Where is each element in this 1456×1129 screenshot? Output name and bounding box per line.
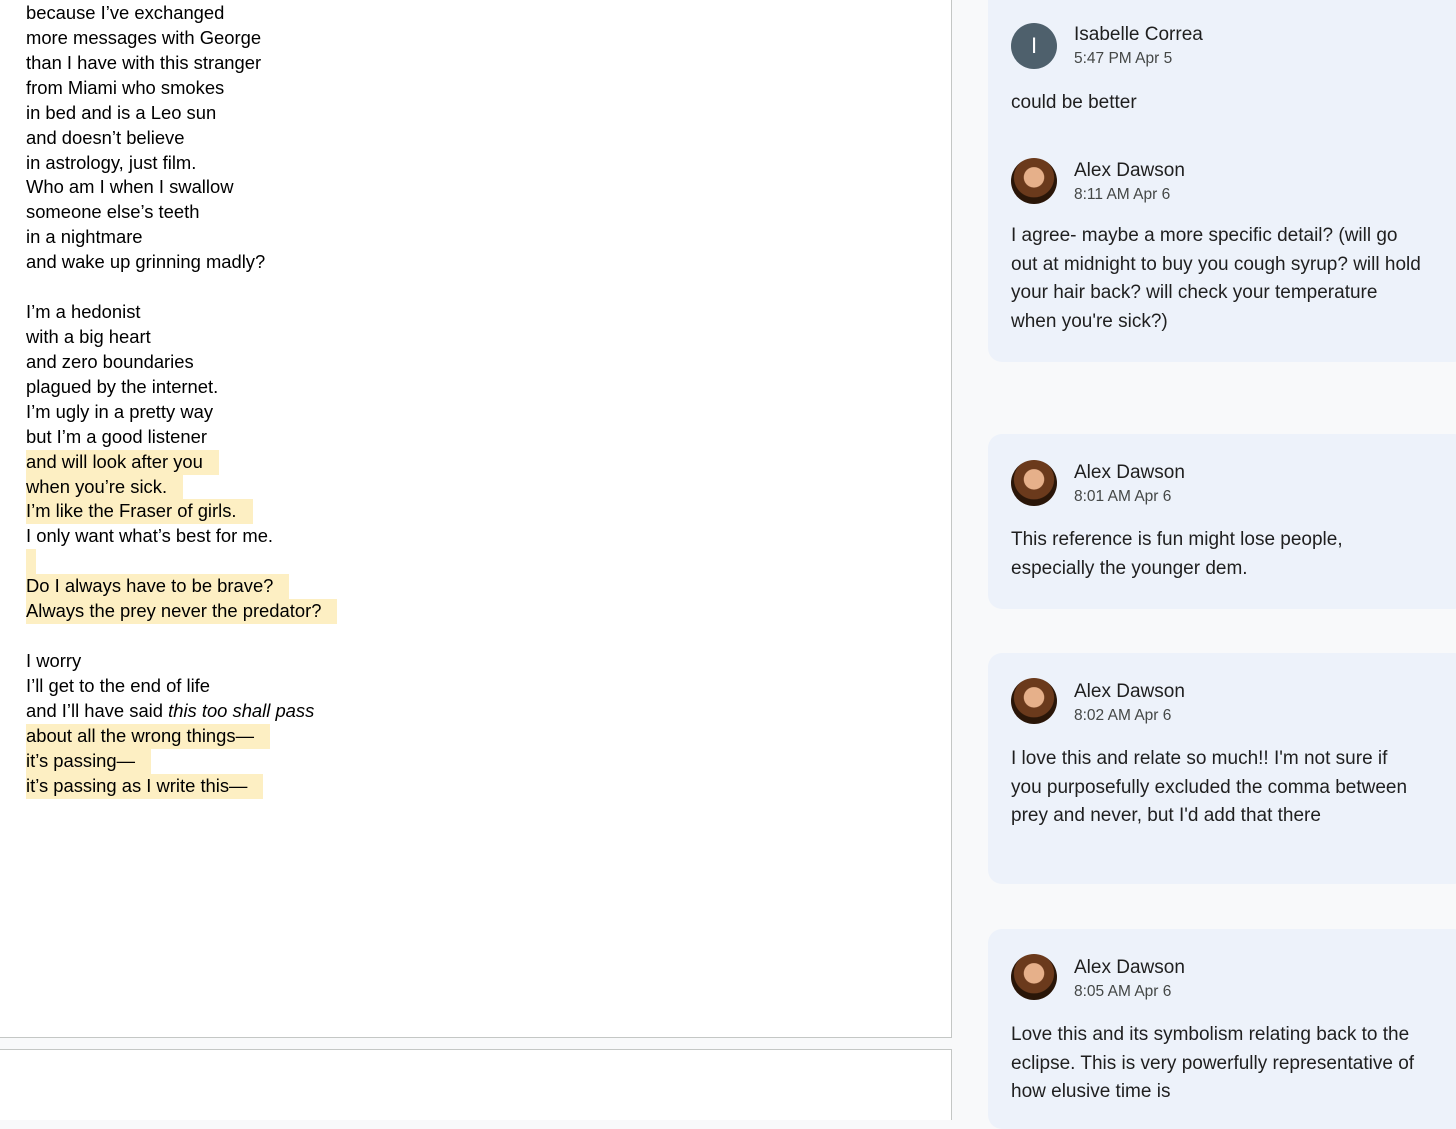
- avatar: [1011, 158, 1057, 204]
- poem-text: and I’ll have said: [26, 699, 169, 721]
- poem-line: [26, 250, 337, 275]
- poem-text: in a nightmare: [26, 226, 143, 248]
- comment-timestamp: 8:11 AM Apr 6: [1074, 186, 1171, 203]
- poem-line: [26, 325, 337, 350]
- poem-text: someone else’s teeth: [26, 201, 200, 223]
- highlighted-text: I’m like the Fraser of girls.: [26, 499, 253, 524]
- poem-line: [26, 101, 337, 126]
- comment-timestamp: 8:05 AM Apr 6: [1074, 983, 1172, 1000]
- poem-line: [26, 524, 337, 549]
- poem-text: from Miami who smokes: [26, 76, 225, 98]
- avatar: [1011, 954, 1057, 1000]
- poem-line: [26, 350, 337, 375]
- poem-line: [26, 749, 337, 774]
- poem-line: [26, 200, 337, 225]
- poem-line: [26, 475, 337, 500]
- comment-author: Alex Dawson: [1074, 957, 1185, 978]
- poem-line: [26, 649, 337, 674]
- poem-line: [26, 450, 337, 475]
- poem-line: [26, 724, 337, 749]
- poem-body[interactable]: [26, 1, 337, 799]
- avatar: [1011, 460, 1057, 506]
- comment-text: I love this and relate so much!! I'm not sure if you purposefully excluded the comma between prey and never, but I'd add that there: [1011, 748, 1408, 827]
- highlighted-text: it’s passing as I write this—: [26, 774, 263, 799]
- poem-line: [26, 76, 337, 101]
- comment-thread[interactable]: [988, 0, 1456, 362]
- poem-text: and zero boundaries: [26, 350, 194, 372]
- poem-text: Who am I when I swallow: [26, 176, 234, 198]
- poem-text: with a big heart: [26, 325, 151, 347]
- poem-line: [26, 624, 337, 649]
- comment-timestamp: 8:02 AM Apr 6: [1074, 707, 1172, 724]
- poem-line: [26, 225, 337, 250]
- highlighted-text: [26, 549, 36, 574]
- poem-text: and doesn’t believe: [26, 126, 185, 148]
- highlighted-text: Do I always have to be brave?: [26, 574, 289, 599]
- comment-author: Alex Dawson: [1074, 160, 1185, 181]
- poem-text: in astrology, just film.: [26, 151, 197, 173]
- poem-text: I only want what’s best for me.: [26, 525, 274, 547]
- poem-line: [26, 599, 337, 624]
- poem-text: I’m a hedonist: [26, 301, 141, 323]
- comment-author: Isabelle Correa: [1074, 24, 1203, 45]
- poem-line: [26, 425, 337, 450]
- poem-text: this too shall pass: [168, 699, 315, 721]
- poem-line: [26, 126, 337, 151]
- comment-text: I agree- maybe a more specific detail? (will go out at midnight to buy you cough syrup? will hold your hair back? will check your temperature when you're sick?): [1011, 225, 1421, 332]
- comment-text: Love this and its symbolism relating back to the eclipse. This is very powerfully representative of how elusive time is: [1011, 1024, 1415, 1103]
- poem-text: and wake up grinning madly?: [26, 251, 266, 273]
- comment-timestamp: 8:01 AM Apr 6: [1074, 488, 1172, 505]
- comment-author: Alex Dawson: [1074, 462, 1185, 483]
- comment-thread[interactable]: [988, 929, 1456, 1129]
- poem-text: more messages with George: [26, 26, 262, 48]
- avatar: I: [1011, 23, 1057, 69]
- poem-line: [26, 275, 337, 300]
- highlighted-text: it’s passing—: [26, 749, 151, 774]
- poem-text: because I’ve exchanged: [26, 2, 225, 23]
- poem-line: [26, 574, 337, 599]
- poem-text: but I’m a good listener: [26, 425, 207, 447]
- poem-line: [26, 699, 337, 724]
- comment-author: Alex Dawson: [1074, 681, 1185, 702]
- poem-text: I worry: [26, 649, 82, 671]
- comment-text: could be better: [1011, 92, 1137, 113]
- poem-line: [26, 774, 337, 799]
- poem-line: [26, 26, 337, 51]
- comment-thread[interactable]: [988, 653, 1456, 884]
- poem-line: [26, 51, 337, 76]
- comment-timestamp: 5:47 PM Apr 5: [1074, 50, 1173, 67]
- highlighted-text: and will look after you: [26, 450, 219, 475]
- poem-line: [26, 400, 337, 425]
- highlighted-text: Always the prey never the predator?: [26, 599, 337, 624]
- highlighted-text: about all the wrong things—: [26, 724, 270, 749]
- document-next-page[interactable]: [0, 1049, 952, 1120]
- comment-text: This reference is fun might lose people, especially the younger dem.: [1011, 529, 1343, 579]
- poem-text: in bed and is a Leo sun: [26, 101, 217, 123]
- poem-text: I’ll get to the end of life: [26, 674, 211, 696]
- poem-line: [26, 499, 337, 524]
- highlighted-text: when you’re sick.: [26, 475, 183, 500]
- poem-text: than I have with this stranger: [26, 51, 262, 73]
- poem-text: I’m ugly in a pretty way: [26, 400, 214, 422]
- poem-line: [26, 674, 337, 699]
- poem-line: [26, 175, 337, 200]
- poem-line: [26, 549, 337, 574]
- poem-text: plagued by the internet.: [26, 375, 219, 397]
- poem-line: [26, 300, 337, 325]
- poem-line: [26, 1, 337, 26]
- poem-line: [26, 151, 337, 176]
- avatar: [1011, 678, 1057, 724]
- poem-line: [26, 375, 337, 400]
- comment-thread[interactable]: [988, 434, 1456, 609]
